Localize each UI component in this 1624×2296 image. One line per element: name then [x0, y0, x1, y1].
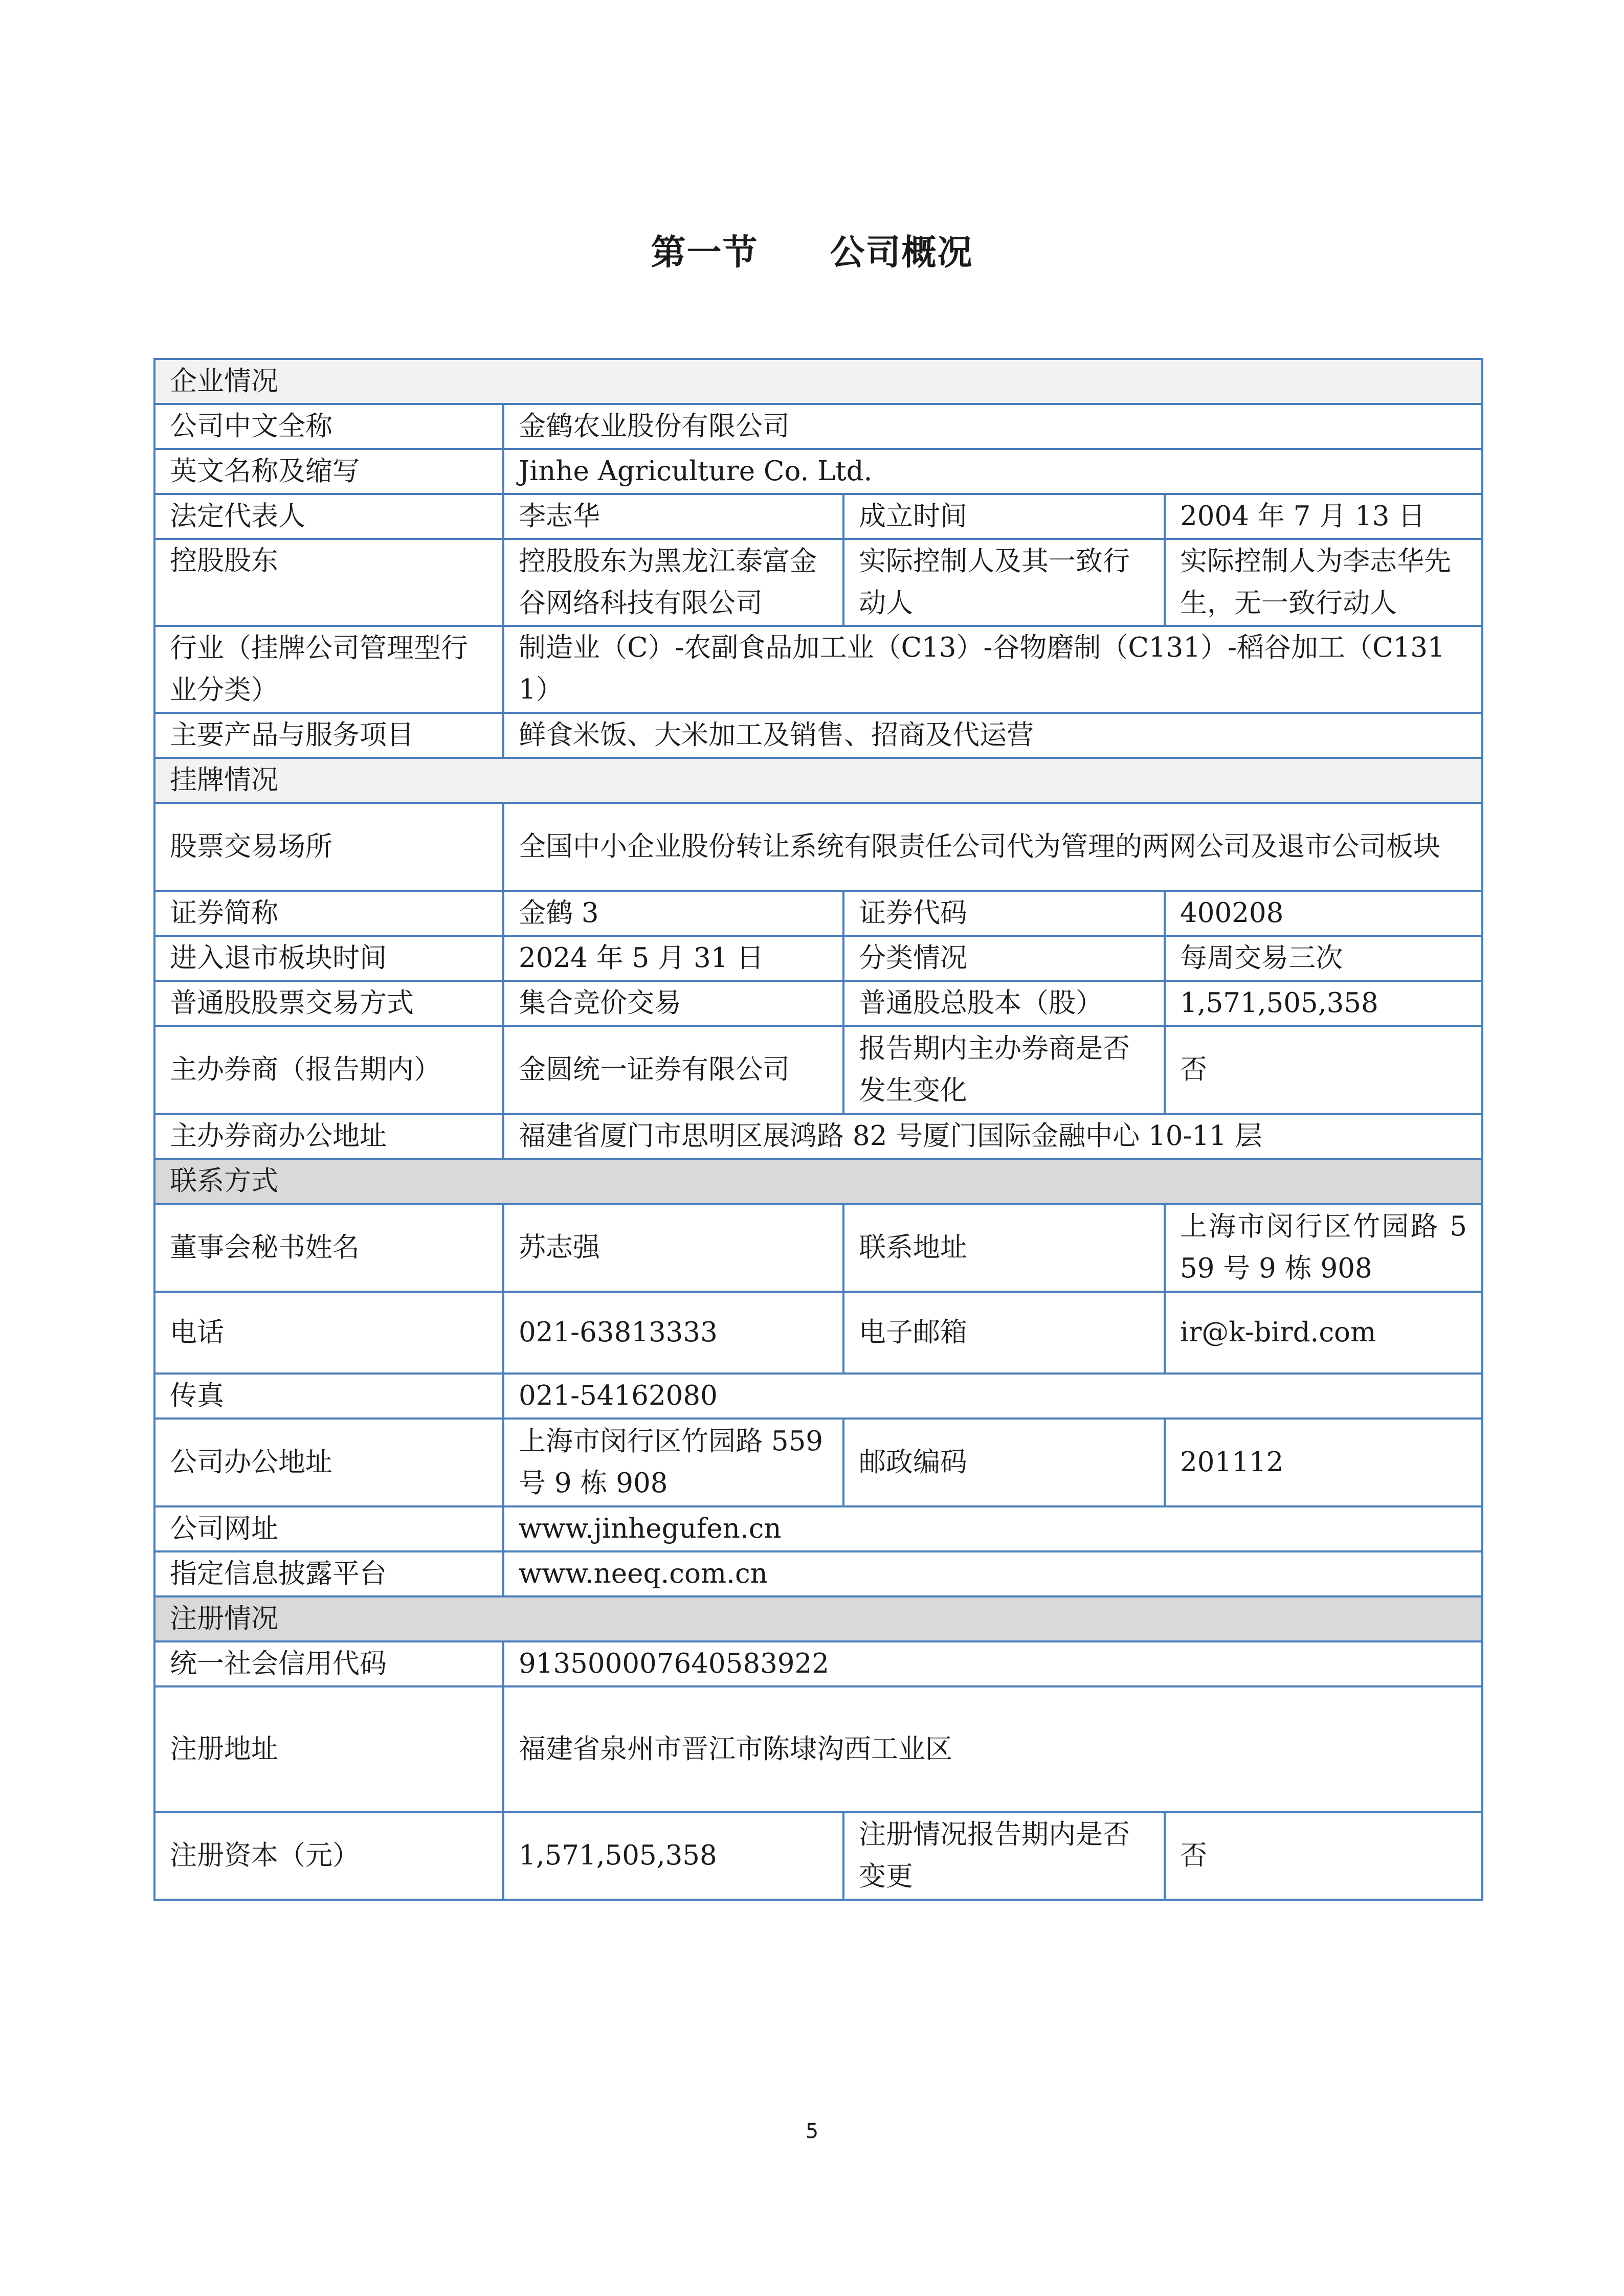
fax-label: 传真: [154, 1374, 503, 1419]
postcode-label: 邮政编码: [843, 1419, 1165, 1506]
table-row: [154, 449, 1482, 494]
founded-value: 2004 年 7 月 13 日: [1165, 494, 1482, 539]
en-name-value: Jinhe Agriculture Co. Ltd.: [503, 449, 1482, 494]
category-value: 每周交易三次: [1165, 936, 1482, 981]
cn-name-label: 公司中文全称: [154, 404, 503, 449]
disclosure-label: 指定信息披露平台: [154, 1551, 503, 1596]
section-header-row: [154, 1596, 1482, 1641]
short-name-label: 证券简称: [154, 891, 503, 936]
short-name-value: 金鹤 3: [503, 891, 843, 936]
section-header-registration: 注册情况: [154, 1596, 1482, 1641]
table-row: [154, 1292, 1482, 1374]
table-row: [154, 404, 1482, 449]
industry-label: 行业（挂牌公司管理型行业分类）: [154, 626, 503, 713]
controlling-value: 控股股东为黑龙江泰富金谷网络科技有限公司: [503, 539, 843, 626]
table-row: [154, 713, 1482, 758]
table-row: [154, 1686, 1482, 1812]
contact-address-value: 上海市闵行区竹园路 559 号 9 栋 908: [1165, 1204, 1482, 1292]
office-label: 公司办公地址: [154, 1419, 503, 1506]
disclosure-value: www.neeq.com.cn: [503, 1551, 1482, 1596]
contact-address-label: 联系地址: [843, 1204, 1165, 1292]
table-row: [154, 981, 1482, 1026]
reg-changed-label: 注册情况报告期内是否变更: [843, 1812, 1165, 1900]
page-title: 第一节 公司概况: [651, 233, 973, 273]
company-overview-table: [153, 358, 1483, 1901]
section-header-contact: 联系方式: [154, 1159, 1482, 1204]
page-number: 5: [805, 2120, 819, 2143]
category-label: 分类情况: [843, 936, 1165, 981]
credit-code-value: 913500007640583922: [503, 1641, 1482, 1686]
exchange-label: 股票交易场所: [154, 803, 503, 891]
postcode-value: 201112: [1165, 1419, 1482, 1506]
phone-value: 021-63813333: [503, 1292, 843, 1374]
table-row: [154, 1026, 1482, 1114]
controlling-label: 控股股东: [154, 539, 503, 626]
exchange-value: 全国中小企业股份转让系统有限责任公司代为管理的两网公司及退市公司板块: [503, 803, 1482, 891]
table-row: [154, 539, 1482, 626]
total-shares-label: 普通股总股本（股）: [843, 981, 1165, 1026]
broker-address-value: 福建省厦门市思明区展鸿路 82 号厦门国际金融中心 10-11 层: [503, 1114, 1482, 1159]
en-name-label: 英文名称及缩写: [154, 449, 503, 494]
table-row: [154, 494, 1482, 539]
table-row: [154, 936, 1482, 981]
table-row: [154, 1506, 1482, 1551]
table-row: [154, 1114, 1482, 1159]
table-row: [154, 803, 1482, 891]
office-value: 上海市闵行区竹园路 559 号 9 栋 908: [503, 1419, 843, 1506]
phone-label: 电话: [154, 1292, 503, 1374]
table-row: [154, 1374, 1482, 1419]
table-row: [154, 1419, 1482, 1506]
table-row: [154, 1812, 1482, 1900]
broker-address-label: 主办券商办公地址: [154, 1114, 503, 1159]
table-row: [154, 1204, 1482, 1292]
broker-label: 主办券商（报告期内）: [154, 1026, 503, 1114]
table-row: [154, 626, 1482, 713]
products-label: 主要产品与服务项目: [154, 713, 503, 758]
broker-changed-value: 否: [1165, 1026, 1482, 1114]
actual-controller-label: 实际控制人及其一致行动人: [843, 539, 1165, 626]
section-header-row: [154, 758, 1482, 803]
reg-address-label: 注册地址: [154, 1686, 503, 1812]
fax-value: 021-54162080: [503, 1374, 1482, 1419]
capital-label: 注册资本（元）: [154, 1812, 503, 1900]
email-value: ir@k-bird.com: [1165, 1292, 1482, 1374]
entry-date-value: 2024 年 5 月 31 日: [503, 936, 843, 981]
credit-code-label: 统一社会信用代码: [154, 1641, 503, 1686]
broker-value: 金圆统一证券有限公司: [503, 1026, 843, 1114]
section-header-listing: 挂牌情况: [154, 758, 1482, 803]
cn-name-value: 金鹤农业股份有限公司: [503, 404, 1482, 449]
trade-method-label: 普通股股票交易方式: [154, 981, 503, 1026]
legal-rep-value: 李志华: [503, 494, 843, 539]
reg-changed-value: 否: [1165, 1812, 1482, 1900]
industry-value: 制造业（C）-农副食品加工业（C13）-谷物磨制（C131）-稻谷加工（C1311）: [503, 626, 1482, 713]
actual-controller-value: 实际控制人为李志华先生，无一致行动人: [1165, 539, 1482, 626]
table-row: [154, 1641, 1482, 1686]
founded-label: 成立时间: [843, 494, 1165, 539]
table-row: [154, 1551, 1482, 1596]
section-header-enterprise: 企业情况: [154, 359, 1482, 404]
code-value: 400208: [1165, 891, 1482, 936]
reg-address-value: 福建省泉州市晋江市陈埭沟西工业区: [503, 1686, 1482, 1812]
legal-rep-label: 法定代表人: [154, 494, 503, 539]
capital-value: 1,571,505,358: [503, 1812, 843, 1900]
trade-method-value: 集合竞价交易: [503, 981, 843, 1026]
website-value: www.jinhegufen.cn: [503, 1506, 1482, 1551]
total-shares-value: 1,571,505,358: [1165, 981, 1482, 1026]
table-row: [154, 891, 1482, 936]
secretary-label: 董事会秘书姓名: [154, 1204, 503, 1292]
products-value: 鲜食米饭、大米加工及销售、招商及代运营: [503, 713, 1482, 758]
email-label: 电子邮箱: [843, 1292, 1165, 1374]
entry-date-label: 进入退市板块时间: [154, 936, 503, 981]
broker-changed-label: 报告期内主办券商是否发生变化: [843, 1026, 1165, 1114]
website-label: 公司网址: [154, 1506, 503, 1551]
code-label: 证券代码: [843, 891, 1165, 936]
section-header-row: [154, 1159, 1482, 1204]
secretary-value: 苏志强: [503, 1204, 843, 1292]
section-header-row: [154, 359, 1482, 404]
